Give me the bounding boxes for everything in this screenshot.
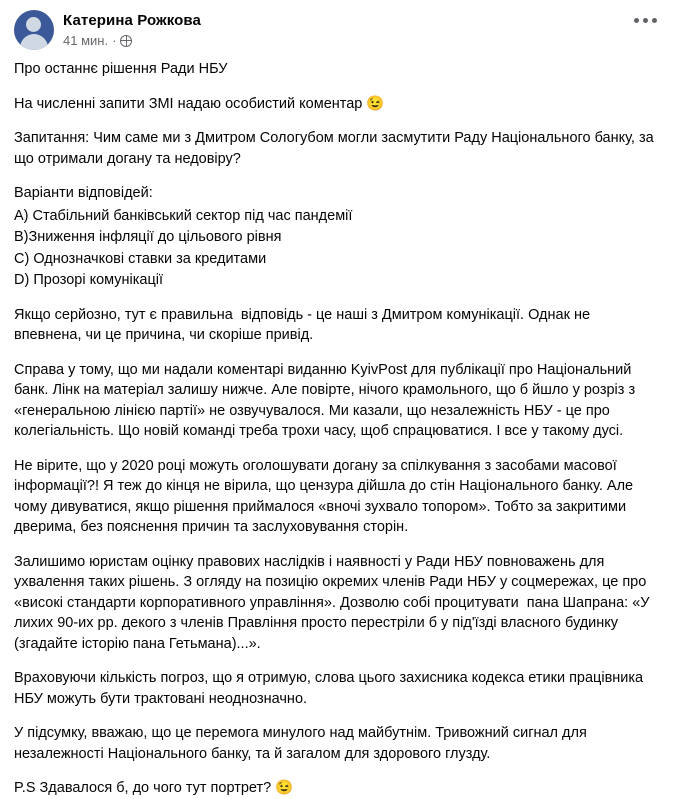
post-paragraph: Справа у тому, що ми надали коментарі виданню KyivPost для публікації про Національний банк. Лінк на матеріал залишу нижче. Але повірте, нічого крамольного, що б йшло у розріз з «генеральною лінією партії» не озвучувалося. Ми казали, що незалежність НБУ - це про колегіальність. Що новій команді треба трохи часу, щоб спрацюватися. І все у такому дусі. (14, 361, 640, 439)
post-paragraph: Про останнє рішення Ради НБУ (14, 61, 228, 77)
answer-option: D) Прозорі комунікації (14, 272, 164, 288)
author-name[interactable]: Катерина Рожкова (63, 12, 201, 29)
post-paragraph: Не вірите, що у 2020 році можуть оголошувати догану за спілкування з засобами масової інформації?! Я теж до кінця не вірила, що цензура дійшла до стін Національного банку. Але чому дивуватися, якщо рішення приймалося «вночі зухвало топором». Тобто за закритими дверима, без пояснення причин та заслуховування сторін. (14, 457, 638, 535)
post-meta (63, 32, 201, 49)
post-paragraph: Варіанти відповідей: (14, 185, 153, 201)
dot (634, 18, 639, 23)
avatar-body (20, 34, 48, 50)
post-body (0, 56, 673, 799)
answer-option: С) Однозначкові ставки за кредитами (14, 250, 267, 267)
post-paragraph: P.S Здавалося б, до чого тут портрет? 😉 (14, 780, 294, 796)
dot (652, 18, 657, 23)
post-paragraph: Запитання: Чим саме ми з Дмитром Сологубом могли засмутити Раду Національного банку, за що отримали догану та недовіру? (14, 130, 658, 167)
more-options-icon[interactable] (634, 18, 657, 23)
avatar-head (26, 17, 41, 32)
meta-separator: · (112, 33, 117, 48)
post-paragraph: Залишимо юристам оцінку правових наслідків і наявності у Ради НБУ повноважень для ухвалення таких рішень. З огляду на позицію окремих членів Ради НБУ у соцмережах, це про «високі стандарти корпоративного управління». Дозволю собі процитувати пана Шапрана: «У лихих 90-их рр. декого з членів Правління просто перестріли б у під'їзді власного будинку (згадайте історію пана Гетьмана)...». (14, 553, 654, 652)
post-paragraph: Враховуючи кількість погроз, що я отримую, слова цього захисника кодекса етики працівника НБУ можуть бути трактовані неоднозначно. (14, 670, 648, 707)
post-header (0, 0, 673, 56)
answer-option: В)Зниження інфляції до цільового рівня (14, 229, 282, 245)
post-paragraph: Якщо серйозно, тут є правильна відповідь - це наші з Дмитром комунікації. Однак не впевнена, чи це причина, чи скоріше привід. (14, 306, 595, 343)
avatar[interactable] (14, 10, 54, 50)
dot (643, 18, 648, 23)
globe-icon (120, 35, 132, 47)
post-header-text (63, 10, 201, 49)
post-paragraph: На численні запити ЗМІ надаю особистий коментар 😉 (14, 95, 385, 112)
post-paragraph: У підсумку, вважаю, що це перемога минулого над майбутнім. Тривожний сигнал для незалежності Національного банку, та й загалом для здорового глузду. (14, 725, 591, 762)
post-timestamp[interactable]: 41 мин. (63, 33, 109, 48)
answer-option: А) Стабільний банківський сектор під час пандемії (14, 207, 353, 224)
